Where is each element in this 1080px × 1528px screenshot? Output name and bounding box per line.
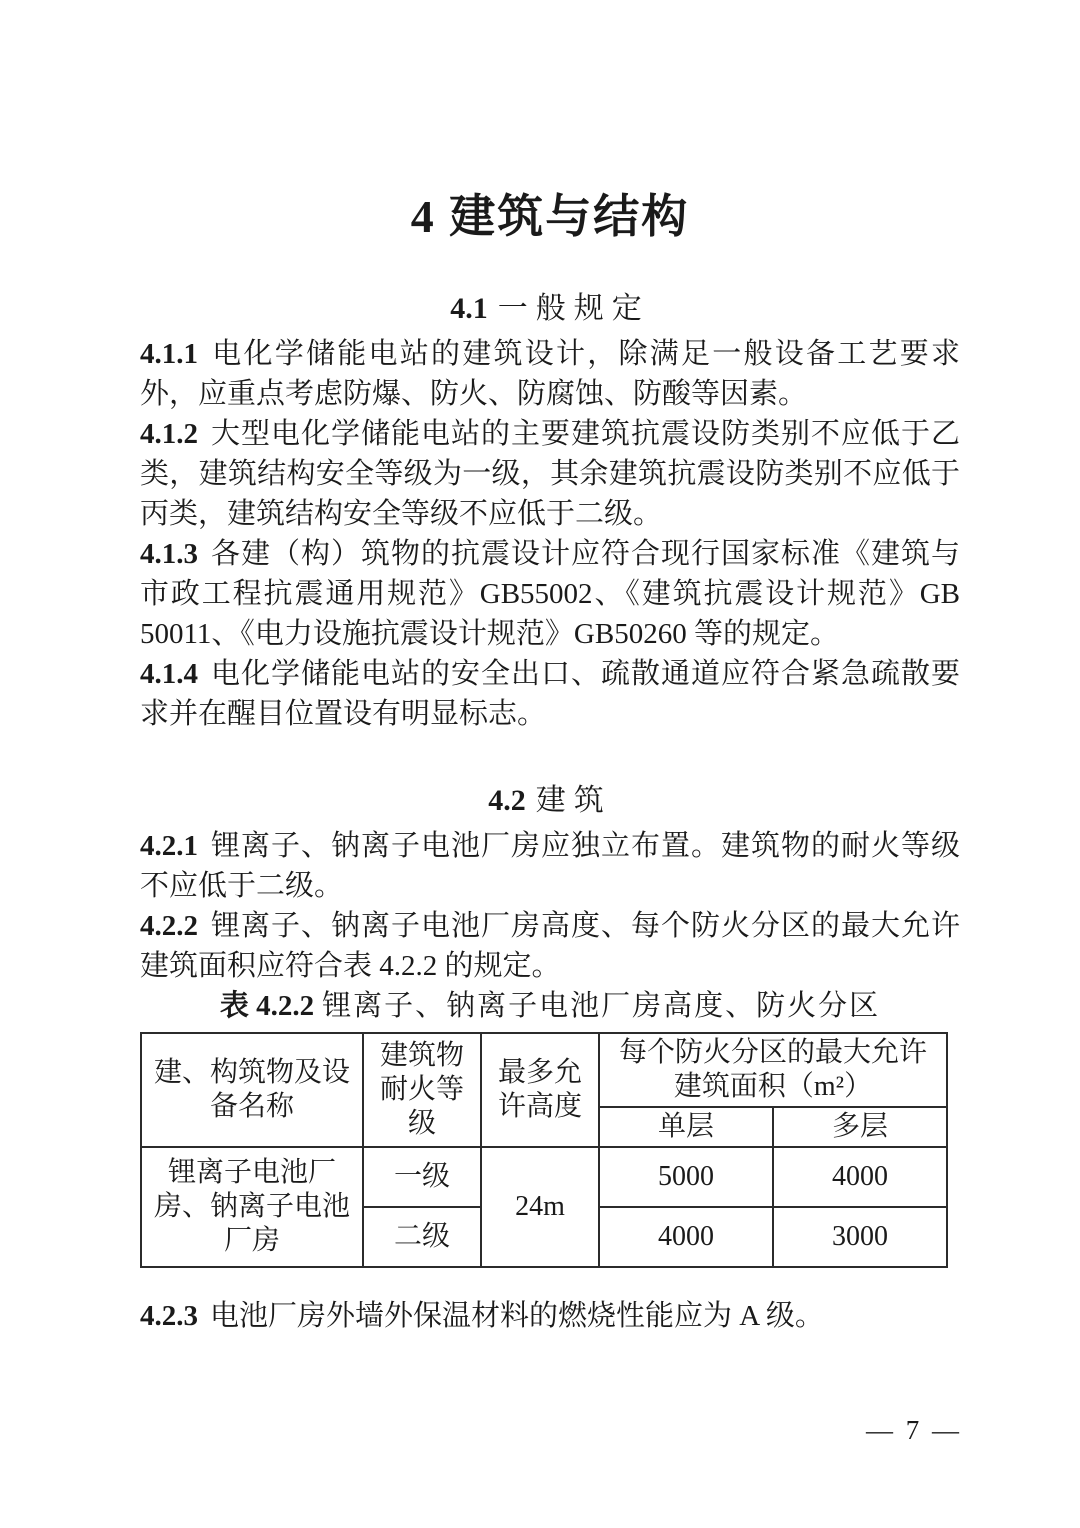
paragraph-4-1-2 bbox=[140, 414, 960, 534]
paragraph-4-2-2-text: 锂离子、钠离子电池厂房高度、每个防火分区的最大允许建筑面积应符合表 4.2.2 的规定。 bbox=[140, 910, 960, 982]
table-cell-single-2: 4000 bbox=[599, 1207, 773, 1267]
paragraph-4-1-2-text: 大型电化学储能电站的主要建筑抗震设防类别不应低于乙类，建筑结构安全等级为一级，其余建筑抗震设防类别不应低于丙类，建筑结构安全等级不应低于二级。 bbox=[140, 418, 960, 530]
table-header-row-1 bbox=[141, 1033, 947, 1107]
paragraph-4-1-4-number: 4.1.4 bbox=[140, 658, 198, 690]
paragraph-4-1-1-number: 4.1.1 bbox=[140, 338, 198, 370]
paragraph-4-1-2-number: 4.1.2 bbox=[140, 418, 198, 450]
table-header-fire-rating: 建筑物耐火等级 bbox=[363, 1033, 481, 1147]
section-4-2-title: 建筑 bbox=[535, 784, 612, 817]
table-header-max-height: 最多允许高度 bbox=[481, 1033, 599, 1147]
paragraph-4-1-1-text: 电化学储能电站的建筑设计，除满足一般设备工艺要求外，应重点考虑防爆、防火、防腐蚀、防酸等因素。 bbox=[140, 338, 960, 410]
paragraph-4-1-1 bbox=[140, 334, 960, 414]
table-cell-building-name: 锂离子电池厂房、钠离子电池厂房 bbox=[141, 1147, 363, 1267]
table-caption bbox=[140, 986, 960, 1026]
table-cell-multi-2: 3000 bbox=[773, 1207, 947, 1267]
paragraph-4-1-3-text: 各建（构）筑物的抗震设计应符合现行国家标准《建筑与市政工程抗震通用规范》GB55002、《建筑抗震设计规范》GB 50011、《电力设施抗震设计规范》GB50260 等的规定。 bbox=[140, 538, 960, 650]
page-number: — 7 — bbox=[866, 1415, 962, 1445]
paragraph-4-1-3-number: 4.1.3 bbox=[140, 538, 198, 570]
paragraph-4-2-3-number: 4.2.3 bbox=[140, 1300, 198, 1332]
paragraph-4-2-1-number: 4.2.1 bbox=[140, 830, 198, 862]
paragraph-4-2-1-text: 锂离子、钠离子电池厂房应独立布置。建筑物的耐火等级不应低于二级。 bbox=[140, 830, 960, 902]
table-cell-multi-1: 4000 bbox=[773, 1147, 947, 1207]
paragraph-4-2-3-text: 电池厂房外墙外保温材料的燃烧性能应为 A 级。 bbox=[210, 1300, 824, 1332]
table-cell-max-height: 24m bbox=[481, 1147, 599, 1267]
table-caption-label: 表 4.2.2 bbox=[219, 990, 315, 1022]
table-4-2-2 bbox=[140, 1032, 948, 1268]
table-header-area-group: 每个防火分区的最大允许建筑面积（m²） bbox=[599, 1033, 947, 1107]
paragraph-4-1-4 bbox=[140, 654, 960, 734]
section-4-2-number: 4.2 bbox=[488, 784, 526, 817]
table-cell-rating-2: 二级 bbox=[363, 1207, 481, 1267]
table-header-multi-storey: 多层 bbox=[773, 1107, 947, 1147]
table-header-name: 建、构筑物及设备名称 bbox=[141, 1033, 363, 1147]
paragraph-4-1-4-text: 电化学储能电站的安全出口、疏散通道应符合紧急疏散要求并在醒目位置设有明显标志。 bbox=[140, 658, 960, 730]
page-content bbox=[140, 0, 960, 1336]
table-row-1 bbox=[141, 1147, 947, 1207]
paragraph-4-1-3 bbox=[140, 534, 960, 654]
paragraph-4-2-3 bbox=[140, 1296, 960, 1336]
section-4-1-title: 一般规定 bbox=[497, 292, 650, 325]
section-4-2-heading bbox=[140, 784, 960, 818]
section-4-1-heading bbox=[140, 292, 960, 326]
table-cell-rating-1: 一级 bbox=[363, 1147, 481, 1207]
page-title: 4 建筑与结构 bbox=[410, 191, 690, 242]
paragraph-4-2-2 bbox=[140, 906, 960, 986]
paragraph-4-2-2-number: 4.2.2 bbox=[140, 910, 198, 942]
section-4-1-number: 4.1 bbox=[450, 292, 488, 325]
table-header-single-storey: 单层 bbox=[599, 1107, 773, 1147]
paragraph-4-2-1 bbox=[140, 826, 960, 906]
table-cell-single-1: 5000 bbox=[599, 1147, 773, 1207]
table-caption-title: 锂离子、钠离子电池厂房高度、防火分区 bbox=[322, 990, 881, 1022]
